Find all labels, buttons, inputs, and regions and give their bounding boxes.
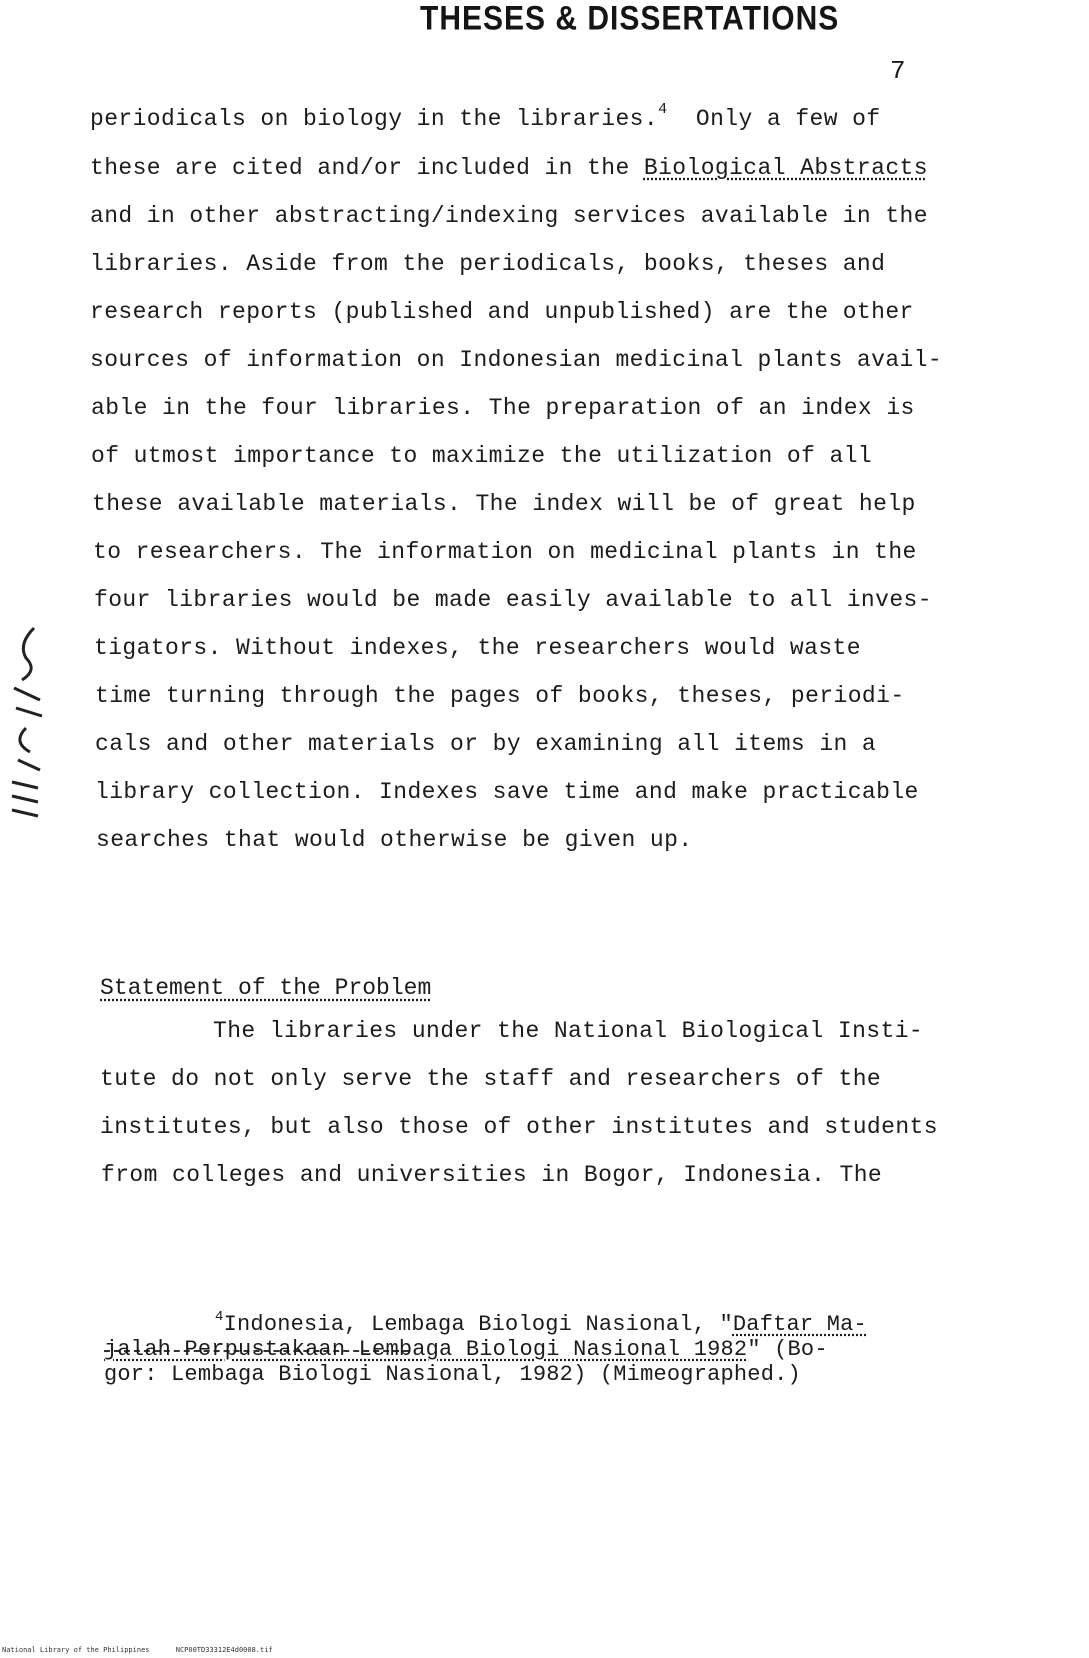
footnote-line-1: $^4$Indonesia, Lembaga Biologi Nasional, "Daftar Ma-: [215, 1309, 867, 1337]
problem-line-3: institutes, but also those of other institutes and students: [100, 1114, 938, 1140]
footnote-line-2: jalah Perpustakaan Lembaga Biologi Nasional 1982" (Bo-: [104, 1337, 828, 1362]
body-line-4: libraries. Aside from the periodicals, books, theses and: [90, 251, 886, 277]
body-line-10: to researchers. The information on medicinal plants in the: [93, 539, 917, 565]
body-line-13: time turning through the pages of books, theses, periodi-: [95, 683, 905, 709]
problem-line-4: from colleges and universities in Bogor, Indonesia. The: [101, 1162, 883, 1188]
handwritten-margin-note: [4, 620, 48, 820]
body-line-9: these available materials. The index will be of great help: [92, 491, 916, 517]
body-line-11: four libraries would be made easily available to all inves-: [94, 587, 932, 613]
footnote-number: 4: [215, 1309, 224, 1325]
body-line-3: and in other abstracting/indexing services available in the: [90, 203, 928, 229]
body-line-15: library collection. Indexes save time and make practicable: [95, 779, 919, 805]
footnote-reference[interactable]: 4: [658, 101, 668, 118]
body-line-16: searches that would otherwise be given up.: [96, 827, 693, 853]
footer-file-id: NCP00TD33312E4d0008.tif: [175, 1646, 273, 1654]
page-number: 7: [890, 56, 906, 86]
footnote-line-3: gor: Lembaga Biologi Nasional, 1982) (Mimeographed.): [104, 1362, 801, 1387]
section-heading: Statement of the Problem: [100, 975, 432, 1001]
body-line-14: cals and other materials or by examining all items in a: [95, 731, 877, 757]
body-line-5: research reports (published and unpublished) are the other: [90, 299, 914, 325]
body-line-6: sources of information on Indonesian medicinal plants avail-: [90, 347, 943, 373]
cited-title: Biological Abstracts: [643, 155, 928, 181]
problem-line-1: The libraries under the National Biological Insti-: [213, 1018, 924, 1044]
body-line-12: tigators. Without indexes, the researchers would waste: [94, 635, 861, 661]
scan-footer: [2, 1646, 295, 1654]
body-line-2: these are cited and/or included in the Biological Abstracts: [90, 155, 928, 181]
problem-line-2: tute do not only serve the staff and researchers of the: [100, 1066, 882, 1092]
body-line-8: of utmost importance to maximize the utilization of all: [91, 443, 873, 469]
body-line-1: periodicals on biology in the libraries.$^4$ Only a few of: [90, 101, 881, 132]
footer-library: National Library of the Philippines: [2, 1646, 150, 1654]
collection-stamp: THESES & DISSERTATIONS: [420, 0, 840, 38]
body-line-7: able in the four libraries. The preparation of an index is: [91, 395, 915, 421]
